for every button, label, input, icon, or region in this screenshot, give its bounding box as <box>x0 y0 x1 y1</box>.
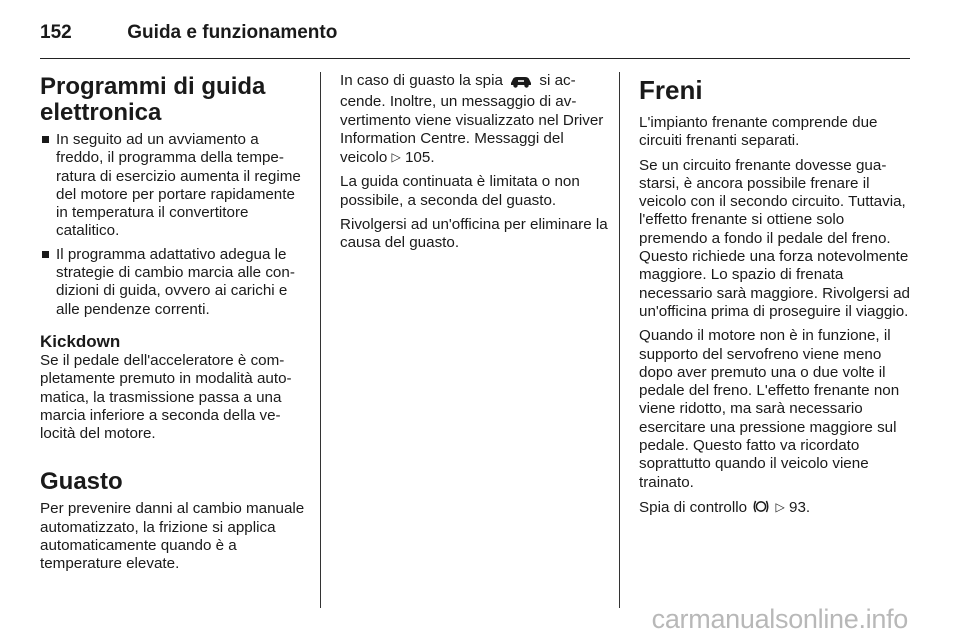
brake-circuit-paragraph: Se un circuito frenante dovesse guastarsi, è ancora possibile frenare il veicolo con il secondo circuito. Tuttavia, l'effetto frenante si ottiene solo premendo a fondo il pedale del freno. Questo richiede una forza notevolmente maggiore. Lo spazio di frenata necessario sarà maggiore. Rivolgersi ad un'officina prima di proseguire il viaggio. <box>639 156 910 320</box>
reference-arrow-icon: ▷ <box>391 150 401 165</box>
kickdown-paragraph: Se il pedale dell'acceleratore è completamente premuto in modalità automatica, la trasmissione passa a una marcia inferiore a seconda della velocità del motore. <box>40 351 292 443</box>
fault-text-middle: si accende. Inoltre, un messaggio di avvertimento viene visualizzato nel Driver Information Centre. Messaggi del veicolo <box>340 72 604 167</box>
column-divider-right <box>619 72 620 608</box>
control-light-paragraph <box>639 498 911 519</box>
column-left <box>40 72 308 580</box>
bullet-text: In seguito ad un avviamento a freddo, il programma della temperatura di esercizio aumenta il regime del motore per portare rapidamente in temperatura il convertitore catalitico. <box>56 131 301 240</box>
page-reference-link[interactable]: 105. <box>404 149 435 167</box>
header-title: Guida e funzionamento <box>127 22 338 43</box>
header-rule <box>40 58 910 59</box>
bullet-list <box>40 131 308 319</box>
section-heading-freni: Freni <box>639 75 703 105</box>
limited-driving-paragraph: La guida continuata è limitata o non possibile, a seconda del guasto. <box>340 173 580 209</box>
bullet-square-icon <box>42 251 49 258</box>
page-header <box>40 18 910 48</box>
car-wrench-icon <box>509 75 533 93</box>
page-number: 152 <box>40 22 72 43</box>
column-middle <box>340 72 608 259</box>
fault-text-start: In caso di guasto la spia <box>340 72 503 89</box>
column-divider-left <box>320 72 321 608</box>
bullet-text: Il programma adattativo adegua le strategie di cambio marcia alle condizioni di guida, ovvero ai carichi e alle pendenze correnti. <box>56 245 295 318</box>
list-item <box>40 246 308 319</box>
subheading-kickdown: Kickdown <box>40 331 121 351</box>
workshop-paragraph: Rivolgersi ad un'officina per eliminare la causa del guasto. <box>340 216 608 252</box>
brakes-intro-paragraph: L'impianto frenante comprende due circuiti frenanti separati. <box>639 114 878 150</box>
page-reference-link[interactable]: 93. <box>789 498 811 516</box>
control-light-text: Spia di controllo <box>639 498 748 516</box>
servo-brake-paragraph: Quando il motore non è in funzione, il supporto del servofreno viene meno dopo aver premuto una o due volte il pedale del freno. L'effetto frenante non viene ridotto, ma sarà necessario esercitare una pressione maggiore sul pedale. Questo fatto va ricordato soprattutto quando il veicolo viene trainato. <box>639 327 900 491</box>
bullet-square-icon <box>42 136 49 143</box>
guasto-paragraph: Per prevenire danni al cambio manuale automatizzato, la frizione si applica automaticamente quando è a temperature elevate. <box>40 500 305 573</box>
reference-arrow-icon: ▷ <box>775 499 785 514</box>
watermark: carmanualsonline.info <box>651 604 908 634</box>
list-item <box>40 131 308 241</box>
section-heading-programmi: Programmi di guida elettronica <box>40 73 266 126</box>
fault-paragraph <box>340 72 608 167</box>
column-right <box>639 72 911 525</box>
brake-circle-icon <box>752 499 770 519</box>
section-heading-guasto: Guasto <box>40 468 123 496</box>
